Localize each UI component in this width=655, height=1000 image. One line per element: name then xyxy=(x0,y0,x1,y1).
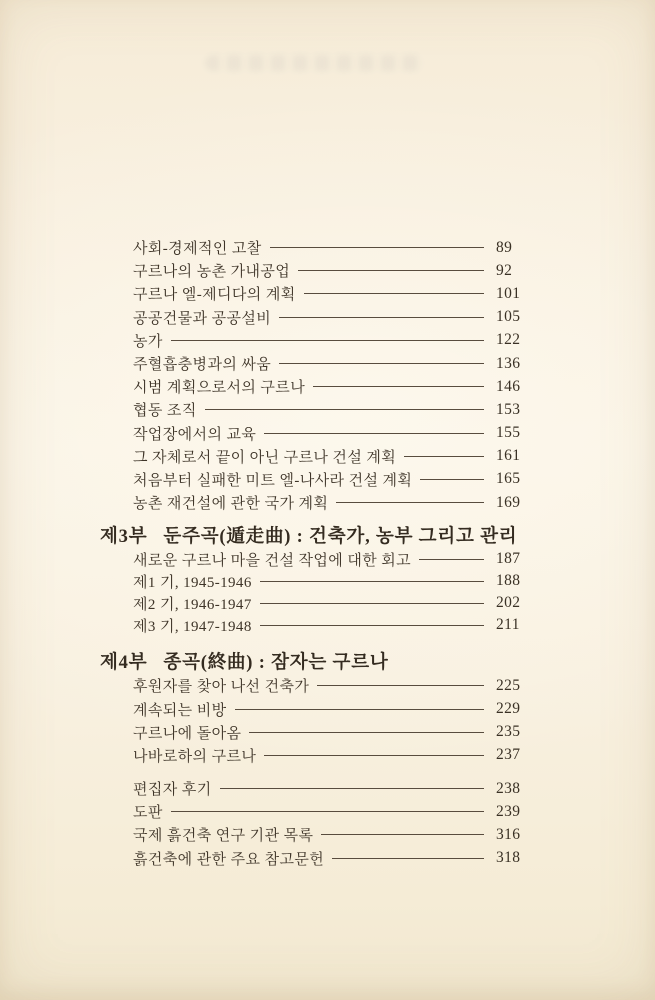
toc-entry-row xyxy=(133,592,530,614)
toc-entry-page-number: 92 xyxy=(496,261,513,279)
toc-leader-line xyxy=(279,363,484,364)
toc-entry-page-number: 146 xyxy=(496,377,521,395)
toc-entry-page-number: 161 xyxy=(496,447,521,465)
toc-entry-page-number: 105 xyxy=(496,308,521,326)
toc-entry-row xyxy=(133,744,530,767)
toc-entry-page-number: 169 xyxy=(496,493,521,511)
toc-leader-line xyxy=(404,456,484,457)
toc-entry-title: 공공건물과 공공설비 xyxy=(133,310,272,327)
part3-heading-label: 제3부 xyxy=(100,527,148,548)
part3-entries xyxy=(133,548,530,636)
toc-entry-row xyxy=(133,259,530,282)
toc-entry-title: 나바로하의 구르나 xyxy=(133,748,257,765)
toc-entry-page-number: 165 xyxy=(496,470,521,488)
part4-heading-label: 제4부 xyxy=(100,653,148,674)
toc-entry-title: 농촌 재건설에 관한 국가 계획 xyxy=(133,496,329,513)
toc-entry-row xyxy=(133,847,530,870)
toc-leader-line xyxy=(270,247,484,248)
toc-leader-line xyxy=(249,732,484,733)
part2-remaining-entries xyxy=(133,236,530,514)
toc-entry-row xyxy=(133,823,530,846)
toc-entry-title: 구르나 엘-제디다의 계획 xyxy=(133,287,296,304)
back-matter-entries xyxy=(133,777,530,870)
toc-entry-row xyxy=(133,674,530,697)
toc-entry-title: 국제 흙건축 연구 기관 목록 xyxy=(133,828,314,845)
toc-entry-title: 처음부터 실패한 미트 엘-나사라 건설 계획 xyxy=(133,472,413,489)
part3-heading-title: 둔주곡(遁走曲) : 건축가, 농부 그리고 관리 xyxy=(163,527,518,548)
toc-entry-row xyxy=(133,800,530,823)
toc-entry-row xyxy=(133,721,530,744)
toc-entry-page-number: 101 xyxy=(496,284,521,302)
toc-entry-row xyxy=(133,570,530,592)
toc-entry-row xyxy=(133,491,530,514)
toc-leader-line xyxy=(332,858,484,859)
toc-entry-row xyxy=(133,306,530,329)
toc-entry-page-number: 229 xyxy=(496,700,521,718)
toc-entry-page-number: 202 xyxy=(496,594,521,612)
toc-leader-line xyxy=(171,340,484,341)
toc-entry-title: 농가 xyxy=(133,333,163,350)
toc-entry-page-number: 239 xyxy=(496,802,521,820)
toc-entry-row xyxy=(133,422,530,445)
toc-entry-title: 제2 기, 1946-1947 xyxy=(133,596,252,613)
toc-leader-line xyxy=(336,502,484,503)
toc-entry-row xyxy=(133,329,530,352)
toc-entry-title: 편집자 후기 xyxy=(133,782,212,799)
table-of-contents xyxy=(100,236,530,870)
toc-leader-line xyxy=(321,834,484,835)
toc-entry-title: 주혈흡충병과의 싸움 xyxy=(133,357,272,374)
toc-leader-line xyxy=(420,479,484,480)
toc-entry-title: 시범 계획으로서의 구르나 xyxy=(133,380,306,397)
toc-entry-page-number: 316 xyxy=(496,825,521,843)
toc-entry-row xyxy=(133,398,530,421)
toc-entry-title: 그 자체로서 끝이 아닌 구르나 건설 계획 xyxy=(133,449,397,466)
toc-entry-row xyxy=(133,548,530,570)
toc-entry-page-number: 155 xyxy=(496,424,521,442)
toc-entry-title: 새로운 구르나 마을 건설 작업에 대한 회고 xyxy=(133,552,412,569)
toc-entry-title: 흙건축에 관한 주요 참고문헌 xyxy=(133,851,325,868)
toc-leader-line xyxy=(171,811,484,812)
toc-leader-line xyxy=(264,755,484,756)
toc-entry-title: 구르나에 돌아옴 xyxy=(133,725,242,742)
toc-leader-line xyxy=(260,581,484,582)
toc-entry-row xyxy=(133,236,530,259)
toc-entry-page-number: 238 xyxy=(496,779,521,797)
toc-leader-line xyxy=(298,270,484,271)
toc-entry-row xyxy=(133,468,530,491)
toc-entry-title: 작업장에서의 교육 xyxy=(133,426,257,443)
toc-leader-line xyxy=(205,409,484,410)
toc-leader-line xyxy=(235,709,485,710)
toc-entry-title: 후원자를 찾아 나선 건축가 xyxy=(133,679,310,696)
toc-entry-row xyxy=(133,777,530,800)
toc-leader-line xyxy=(304,293,484,294)
toc-entry-page-number: 136 xyxy=(496,354,521,372)
toc-entry-row xyxy=(133,375,530,398)
toc-leader-line xyxy=(279,317,484,318)
toc-entry-title: 사회-경제적인 고찰 xyxy=(133,241,262,258)
toc-leader-line xyxy=(264,433,484,434)
toc-entry-page-number: 235 xyxy=(496,723,521,741)
toc-leader-line xyxy=(220,788,484,789)
part4-entries xyxy=(133,674,530,767)
toc-entry-title: 협동 조직 xyxy=(133,403,197,420)
toc-entry-page-number: 211 xyxy=(496,616,520,634)
part4-heading-title: 종곡(終曲) : 잠자는 구르나 xyxy=(163,653,389,674)
part4-heading xyxy=(100,648,530,674)
toc-entry-row xyxy=(133,614,530,636)
toc-leader-line xyxy=(317,685,484,686)
toc-leader-line xyxy=(313,386,484,387)
toc-entry-row xyxy=(133,697,530,720)
part3-heading xyxy=(100,522,530,548)
toc-entry-page-number: 122 xyxy=(496,331,521,349)
toc-entry-page-number: 237 xyxy=(496,746,521,764)
reverse-page-showthrough xyxy=(205,55,425,71)
toc-entry-page-number: 89 xyxy=(496,238,513,256)
toc-entry-title: 계속되는 비방 xyxy=(133,702,227,719)
toc-leader-line xyxy=(419,559,484,560)
toc-entry-page-number: 318 xyxy=(496,849,521,867)
toc-entry-row xyxy=(133,445,530,468)
toc-entry-title: 구르나의 농촌 가내공업 xyxy=(133,264,291,281)
toc-entry-title: 제3 기, 1947-1948 xyxy=(133,618,252,635)
toc-entry-page-number: 153 xyxy=(496,400,521,418)
toc-entry-row xyxy=(133,352,530,375)
toc-leader-line xyxy=(260,625,484,626)
toc-entry-row xyxy=(133,282,530,305)
toc-entry-title: 제1 기, 1945-1946 xyxy=(133,574,252,591)
toc-entry-page-number: 188 xyxy=(496,572,521,590)
toc-entry-page-number: 225 xyxy=(496,676,521,694)
toc-entry-page-number: 187 xyxy=(496,550,521,568)
toc-leader-line xyxy=(260,603,484,604)
toc-entry-title: 도판 xyxy=(133,805,163,822)
